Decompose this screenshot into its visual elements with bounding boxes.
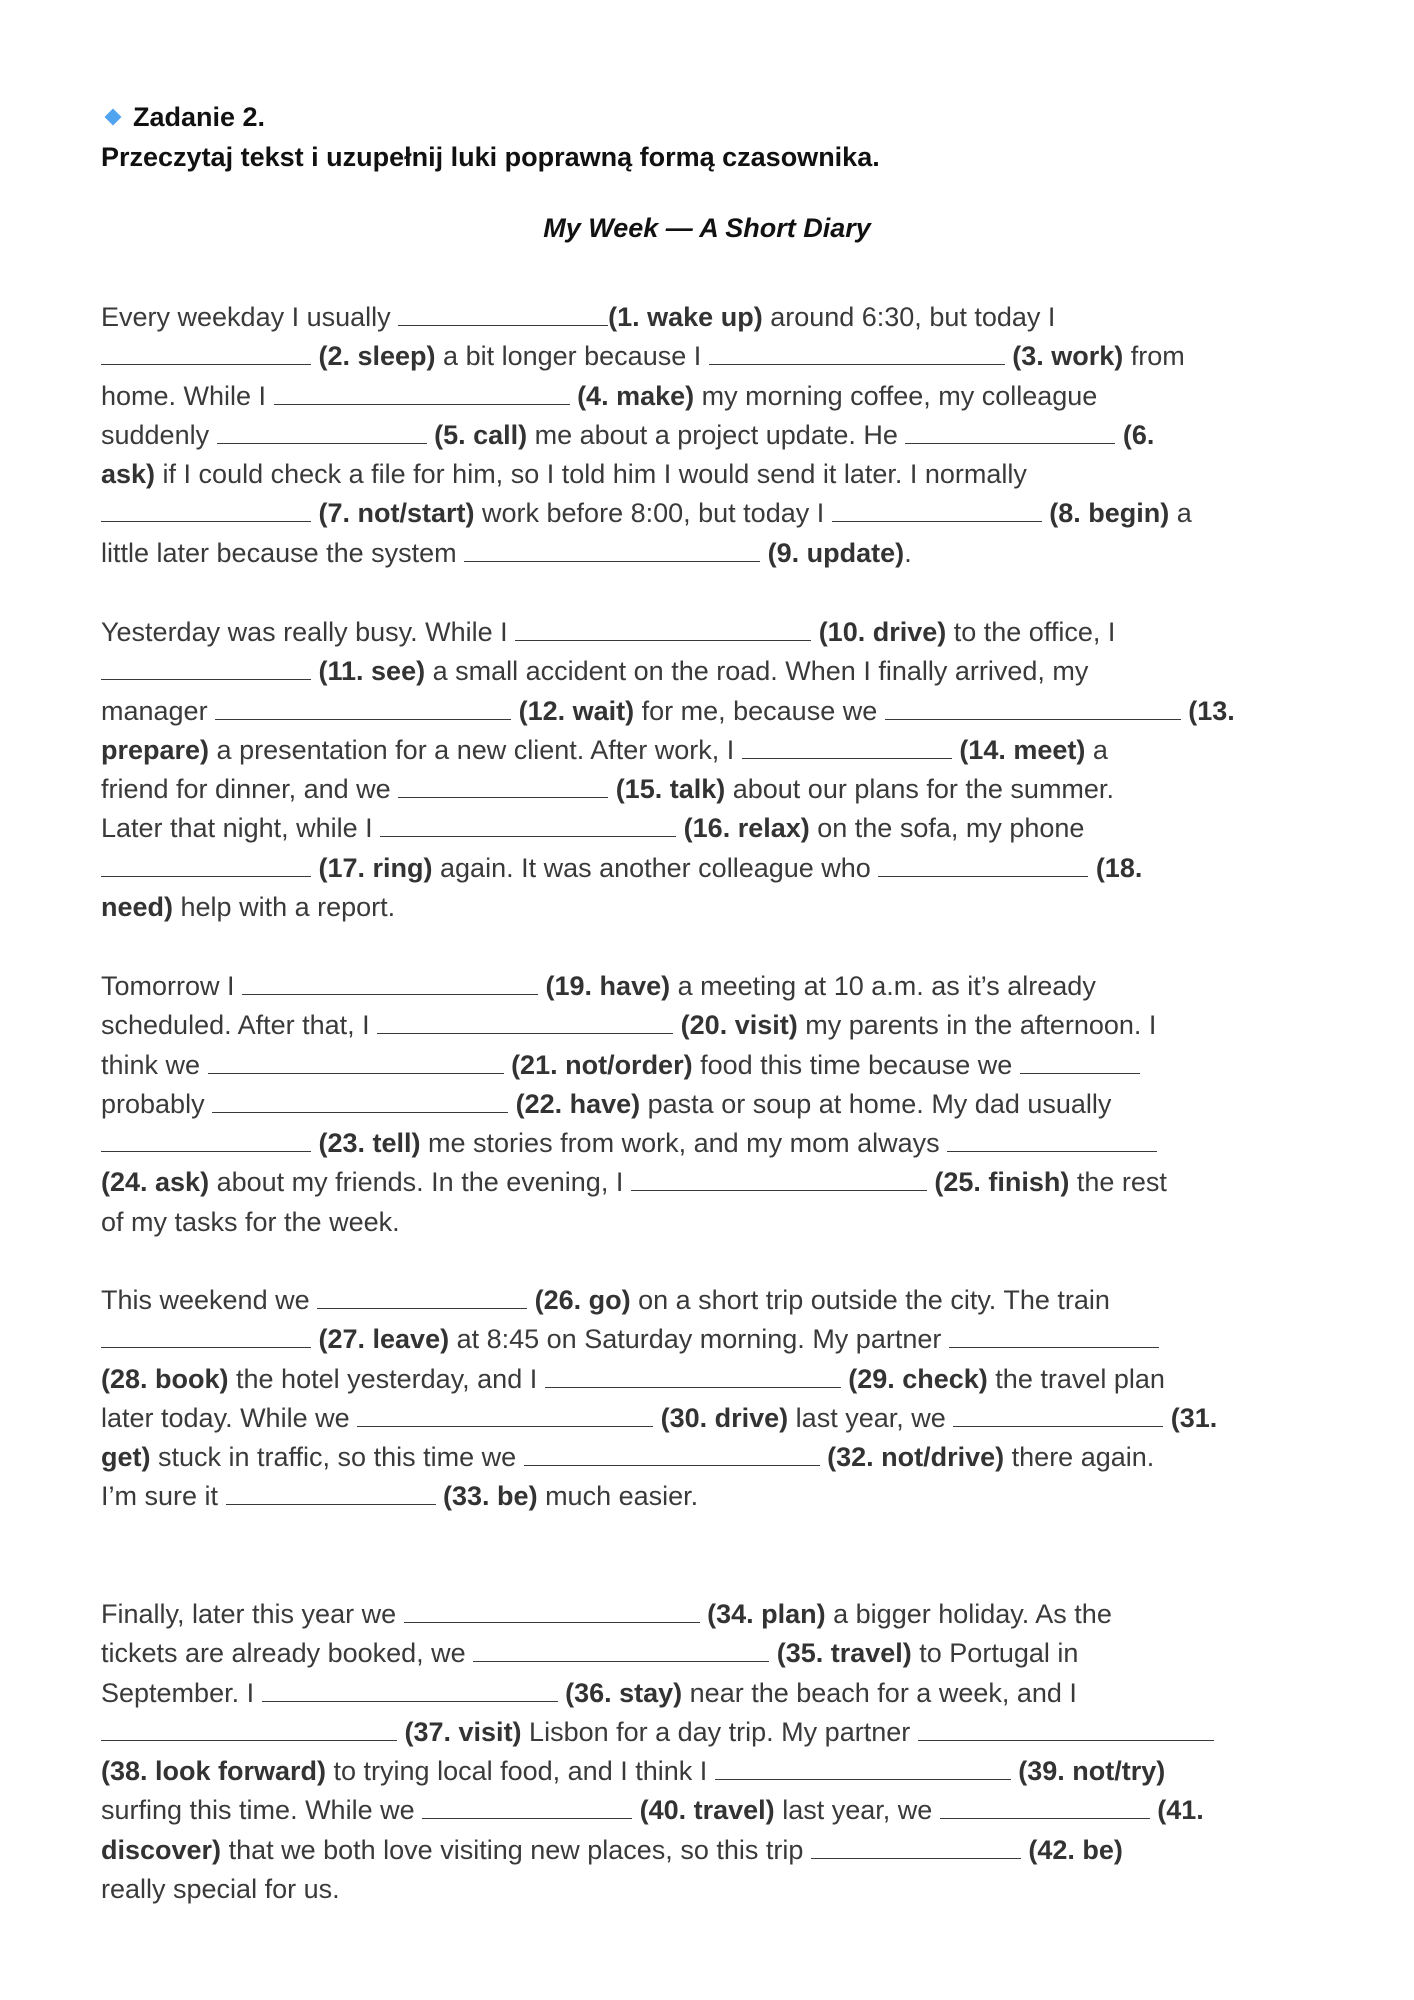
verb-hint: (19. have)	[538, 971, 671, 1001]
verb-hint: (22. have)	[508, 1088, 641, 1119]
text-segment: manager	[101, 695, 216, 726]
text-segment: about our plans for the summer.	[725, 774, 1114, 805]
blank-40[interactable]	[422, 1796, 632, 1819]
blank-35[interactable]	[473, 1639, 769, 1662]
blank-39[interactable]	[715, 1757, 1011, 1780]
text-segment: suddenly	[101, 419, 217, 450]
blank-5[interactable]	[217, 421, 427, 444]
diamond-icon	[105, 109, 122, 126]
text-segment: the travel plan	[987, 1363, 1165, 1394]
text-segment: for me, because we	[634, 695, 885, 726]
text-segment: little later because the system	[101, 537, 465, 568]
verb-hint: prepare)	[101, 734, 210, 765]
verb-hint: (8. begin)	[1041, 498, 1170, 529]
blank-27[interactable]	[101, 1325, 311, 1348]
verb-hint: (40. travel)	[632, 1795, 775, 1826]
text-line	[101, 731, 1341, 770]
blank-3[interactable]	[709, 342, 1005, 365]
text-line	[101, 1006, 1341, 1045]
paragraph	[101, 613, 1341, 927]
blank-26[interactable]	[317, 1286, 527, 1309]
verb-hint: (26. go)	[527, 1285, 631, 1315]
text-line	[101, 494, 1341, 533]
text-segment: the hotel yesterday, and I	[228, 1363, 545, 1394]
verb-hint: (21. not/order)	[503, 1049, 693, 1080]
verb-hint: (42. be)	[1020, 1834, 1123, 1865]
paragraph	[101, 1281, 1341, 1517]
text-line	[101, 298, 1341, 337]
verb-hint: (9. update)	[760, 537, 905, 568]
text-line	[101, 1124, 1341, 1163]
text-segment: my morning coffee, my colleague	[694, 380, 1098, 411]
blank-16[interactable]	[380, 814, 676, 837]
text-line	[101, 1595, 1341, 1634]
text-segment: a presentation for a new client. After work, I	[209, 734, 742, 765]
blank-11[interactable]	[101, 657, 311, 680]
verb-hint: (1. wake up)	[608, 302, 763, 332]
text-line	[101, 1163, 1341, 1202]
text-line	[101, 888, 1341, 927]
text-segment: a	[1085, 734, 1108, 765]
text-segment: to trying local food, and I think I	[326, 1756, 715, 1787]
text-segment: around 6:30, but today I	[762, 302, 1056, 332]
task-instruction: Przeczytaj tekst i uzupełnij luki poprawną formą czasownika.	[101, 142, 880, 172]
text-segment: work before 8:00, but today I	[474, 498, 832, 529]
verb-hint: (32. not/drive)	[819, 1442, 1005, 1473]
text-segment: .	[904, 537, 912, 568]
blank-42[interactable]	[811, 1836, 1021, 1859]
blank-17[interactable]	[101, 854, 311, 877]
verb-hint: (24. ask)	[101, 1167, 210, 1198]
blank-25[interactable]	[631, 1168, 927, 1191]
blank-20[interactable]	[377, 1011, 673, 1034]
blank-15[interactable]	[398, 775, 608, 798]
verb-hint: (7. not/start)	[311, 498, 475, 529]
blank-7[interactable]	[101, 499, 311, 522]
text-segment: I’m sure it	[101, 1481, 226, 1512]
blank-18[interactable]	[878, 854, 1088, 877]
text-line	[101, 1360, 1341, 1399]
verb-hint: ask)	[101, 459, 156, 490]
blank-2[interactable]	[101, 342, 311, 365]
text-segment: surfing this time. While we	[101, 1795, 423, 1826]
blank-41[interactable]	[940, 1796, 1150, 1819]
text-segment: much easier.	[537, 1481, 699, 1512]
verb-hint: (20. visit)	[673, 1010, 798, 1041]
blank-32[interactable]	[524, 1443, 820, 1466]
verb-hint: (23. tell)	[311, 1128, 421, 1159]
text-segment: Finally, later this year we	[101, 1599, 404, 1629]
verb-hint: get)	[101, 1442, 151, 1473]
verb-hint: (4. make)	[569, 380, 695, 411]
text-segment: Yesterday was really busy. While I	[101, 617, 516, 647]
verb-hint: (12. wait)	[511, 695, 635, 726]
text-line	[101, 1870, 1341, 1909]
text-line	[101, 1791, 1341, 1830]
text-line	[101, 1399, 1341, 1438]
verb-hint: (39. not/try)	[1010, 1756, 1166, 1787]
text-line	[101, 1046, 1341, 1085]
text-line	[101, 1634, 1341, 1673]
text-segment: to the office, I	[946, 617, 1116, 647]
paragraph	[101, 1595, 1341, 1909]
verb-hint: (25. finish)	[926, 1167, 1070, 1198]
verb-hint: (11. see)	[311, 656, 426, 687]
text-segment: if I could check a file for him, so I told him I would send it later. I normally	[155, 459, 1027, 490]
verb-hint: (37. visit)	[397, 1716, 522, 1747]
blank-31[interactable]	[953, 1404, 1163, 1427]
text-segment: near the beach for a week, and I	[682, 1677, 1077, 1708]
verb-hint: (27. leave)	[311, 1324, 450, 1355]
blank-33[interactable]	[226, 1482, 436, 1505]
verb-hint: (14. meet)	[951, 734, 1086, 765]
text-segment: a meeting at 10 a.m. as it’s already	[670, 971, 1096, 1001]
blank-13[interactable]	[885, 697, 1181, 720]
verb-hint: (10. drive)	[811, 617, 947, 647]
blank-37[interactable]	[101, 1718, 397, 1741]
text-segment: on the sofa, my phone	[809, 813, 1085, 844]
verb-hint: (35. travel)	[769, 1638, 912, 1669]
text-segment: on a short trip outside the city. The train	[630, 1285, 1110, 1315]
text-line	[101, 455, 1341, 494]
blank-36[interactable]	[262, 1679, 558, 1702]
blank-30[interactable]	[357, 1404, 653, 1427]
blank-23[interactable]	[101, 1129, 311, 1152]
text-segment: me about a project update. He	[527, 419, 906, 450]
text-line	[101, 849, 1341, 888]
verb-hint: (6.	[1115, 419, 1155, 450]
blank-34[interactable]	[404, 1600, 700, 1623]
text-line	[101, 416, 1341, 455]
verb-hint: need)	[101, 892, 174, 923]
verb-hint: discover)	[101, 1834, 222, 1865]
verb-hint: (34. plan)	[699, 1599, 826, 1629]
text-line	[101, 1674, 1341, 1713]
verb-hint: (18.	[1088, 852, 1143, 883]
text-segment: the rest	[1069, 1167, 1167, 1198]
text-line	[101, 377, 1341, 416]
text-segment: Every weekday I usually	[101, 302, 399, 332]
text-line	[101, 1203, 1341, 1242]
verb-hint: (31.	[1163, 1402, 1218, 1433]
text-segment: my parents in the afternoon. I	[797, 1010, 1157, 1041]
text-segment: a bigger holiday. As the	[825, 1599, 1112, 1629]
text-segment: Later that night, while I	[101, 813, 381, 844]
blank-14[interactable]	[742, 736, 952, 759]
text-segment: a	[1169, 498, 1192, 529]
text-segment: tickets are already booked, we	[101, 1638, 474, 1669]
verb-hint: (16. relax)	[676, 813, 810, 844]
blank-9[interactable]	[464, 539, 760, 562]
text-segment: at 8:45 on Saturday morning. My partner	[449, 1324, 949, 1355]
text-segment: to Portugal in	[911, 1638, 1079, 1669]
text-line	[101, 1281, 1341, 1320]
text-segment: that we both love visiting new places, so this trip	[221, 1834, 811, 1865]
text-segment: September. I	[101, 1677, 262, 1708]
text-segment: there again.	[1004, 1442, 1155, 1473]
paragraph	[101, 298, 1341, 573]
blank-8[interactable]	[832, 499, 1042, 522]
blank-38[interactable]	[918, 1718, 1214, 1741]
task-header	[101, 97, 880, 177]
verb-hint: (17. ring)	[311, 852, 433, 883]
verb-hint: (33. be)	[435, 1481, 538, 1512]
text-line	[101, 1713, 1341, 1752]
text-line	[101, 967, 1341, 1006]
text-segment: This weekend we	[101, 1285, 318, 1315]
blank-12[interactable]	[215, 697, 511, 720]
text-segment: scheduled. After that, I	[101, 1010, 378, 1041]
text-segment: later today. While we	[101, 1402, 358, 1433]
verb-hint: (13.	[1180, 695, 1235, 726]
text-segment: stuck in traffic, so this time we	[150, 1442, 524, 1473]
text-line	[101, 770, 1341, 809]
verb-hint: (15. talk)	[608, 774, 726, 805]
text-line	[101, 809, 1341, 848]
text-segment: home. While I	[101, 380, 274, 411]
text-segment: again. It was another colleague who	[432, 852, 879, 883]
blank-22[interactable]	[212, 1090, 508, 1113]
text-line	[101, 1477, 1341, 1516]
text-line	[101, 1320, 1341, 1359]
verb-hint: (36. stay)	[557, 1677, 683, 1708]
text-segment: of my tasks for the week.	[101, 1206, 400, 1237]
verb-hint: (5. call)	[426, 419, 528, 450]
text-segment: last year, we	[788, 1402, 954, 1433]
text-segment: really special for us.	[101, 1874, 340, 1905]
text-segment: help with a report.	[173, 892, 396, 923]
text-line	[101, 534, 1341, 573]
blank-24[interactable]	[947, 1129, 1157, 1152]
text-segment: a small accident on the road. When I finally arrived, my	[425, 656, 1089, 687]
task-number: Zadanie 2.	[133, 102, 266, 132]
text-segment: from	[1123, 341, 1185, 372]
text-line	[101, 613, 1341, 652]
blank-1[interactable]	[398, 303, 608, 326]
text-segment: pasta or soup at home. My dad usually	[640, 1088, 1112, 1119]
verb-hint: (28. book)	[101, 1363, 229, 1394]
blank-extra[interactable]	[1020, 1051, 1140, 1074]
text-line	[101, 692, 1341, 731]
story-title: My Week — A Short Diary	[543, 213, 871, 243]
text-line	[101, 337, 1341, 376]
text-line	[101, 1752, 1341, 1791]
text-line	[101, 1831, 1341, 1870]
text-line	[101, 1438, 1341, 1477]
text-segment: probably	[101, 1088, 213, 1119]
blank-4[interactable]	[274, 382, 570, 405]
text-segment: think we	[101, 1049, 208, 1080]
verb-hint: (38. look forward)	[101, 1756, 327, 1787]
blank-6[interactable]	[905, 421, 1115, 444]
text-segment: food this time because we	[692, 1049, 1020, 1080]
text-segment: me stories from work, and my mom always	[420, 1128, 948, 1159]
text-segment: Lisbon for a day trip. My partner	[521, 1716, 918, 1747]
text-line	[101, 652, 1341, 691]
text-segment: friend for dinner, and we	[101, 774, 399, 805]
verb-hint: (30. drive)	[653, 1402, 789, 1433]
blank-28[interactable]	[949, 1325, 1159, 1348]
text-segment: a bit longer because I	[435, 341, 709, 372]
verb-hint: (3. work)	[1004, 341, 1124, 372]
blank-29[interactable]	[545, 1365, 841, 1388]
blank-19[interactable]	[242, 972, 538, 995]
blank-21[interactable]	[208, 1051, 504, 1074]
blank-10[interactable]	[515, 618, 811, 641]
verb-hint: (29. check)	[840, 1363, 988, 1394]
text-segment: about my friends. In the evening, I	[209, 1167, 631, 1198]
verb-hint: (2. sleep)	[311, 341, 436, 372]
text-segment: Tomorrow I	[101, 971, 243, 1001]
paragraph	[101, 967, 1341, 1242]
text-segment: last year, we	[774, 1795, 940, 1826]
verb-hint: (41.	[1149, 1795, 1204, 1826]
text-line	[101, 1085, 1341, 1124]
